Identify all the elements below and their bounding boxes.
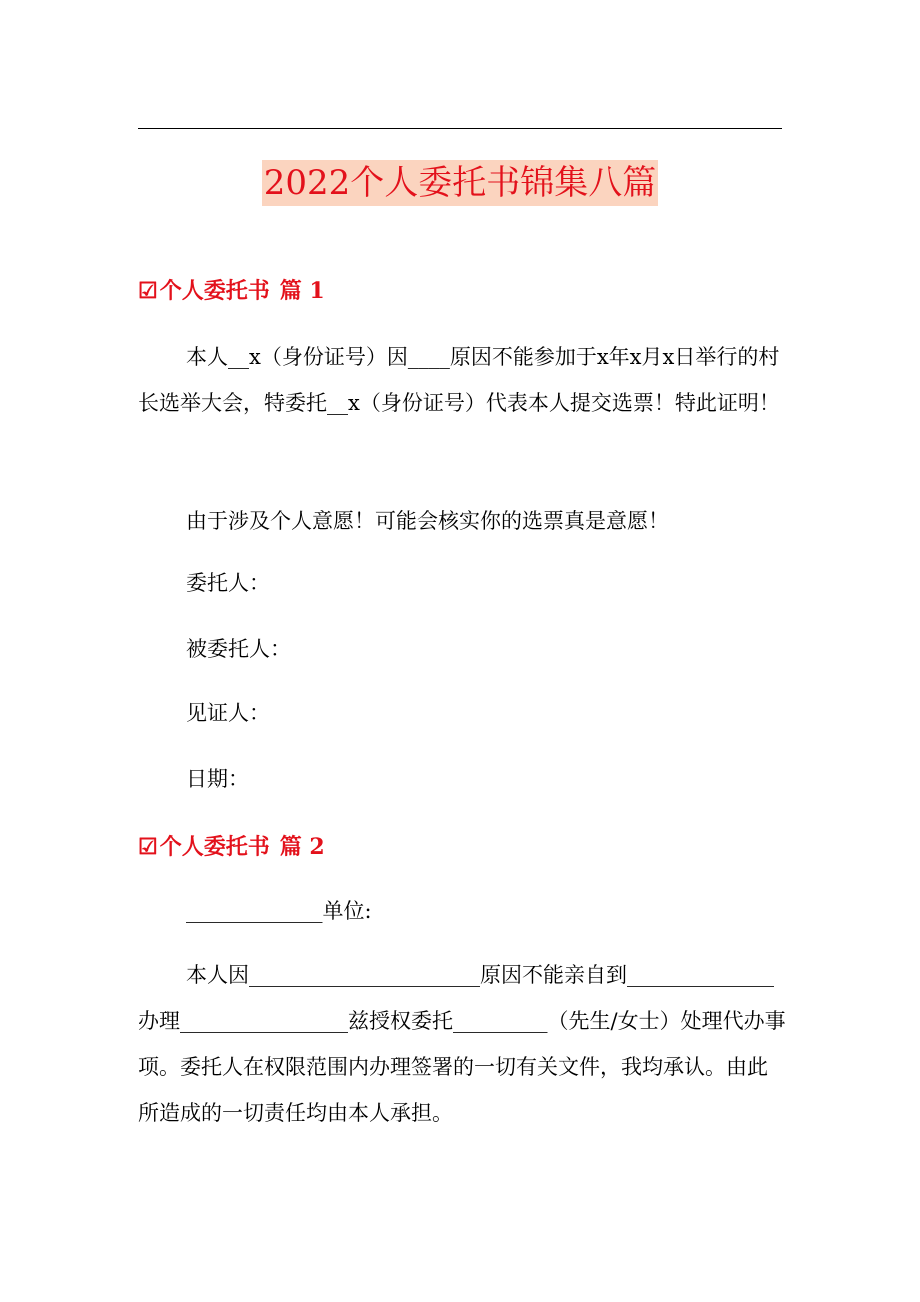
document-title: 2022个人委托书锦集八篇 — [262, 160, 659, 206]
section-heading-label: 个人委托书 — [159, 278, 270, 304]
header-rule — [138, 128, 782, 129]
signature-line-principal: 委托人： — [186, 571, 270, 595]
date-line: 日期： — [186, 767, 249, 791]
checkbox-icon: ☑ — [138, 278, 158, 304]
paragraph: 由于涉及个人意愿！可能会核实你的选票真是意愿！ — [186, 509, 669, 533]
paragraph: 本人__x（身份证号）因____原因不能参加于x年x月x日举行的村长选举大会，特委托__x（身份证号）代表本人提交选票！特此证明！ — [138, 345, 780, 415]
section-heading-2 — [138, 832, 325, 862]
section-heading-1 — [138, 276, 325, 306]
section-heading-label: 个人委托书 — [159, 834, 270, 860]
checkbox-icon: ☑ — [138, 834, 158, 860]
section-number: 篇 2 — [279, 834, 325, 860]
paragraph: 本人因______________________原因不能亲自到______________办理________________兹授权委托_________（先生/女士）处理代办事项。委托人在权限范围内办理签署的一切有关文件，我均承认。由此所造成的一切责任均由本人承担。 — [138, 963, 786, 1125]
signature-line-witness: 见证人： — [186, 701, 270, 725]
signature-line-agent: 被委托人： — [186, 637, 291, 661]
unit-line: _____________单位: — [186, 899, 372, 923]
title-block — [0, 160, 920, 206]
section-number: 篇 1 — [279, 278, 325, 304]
